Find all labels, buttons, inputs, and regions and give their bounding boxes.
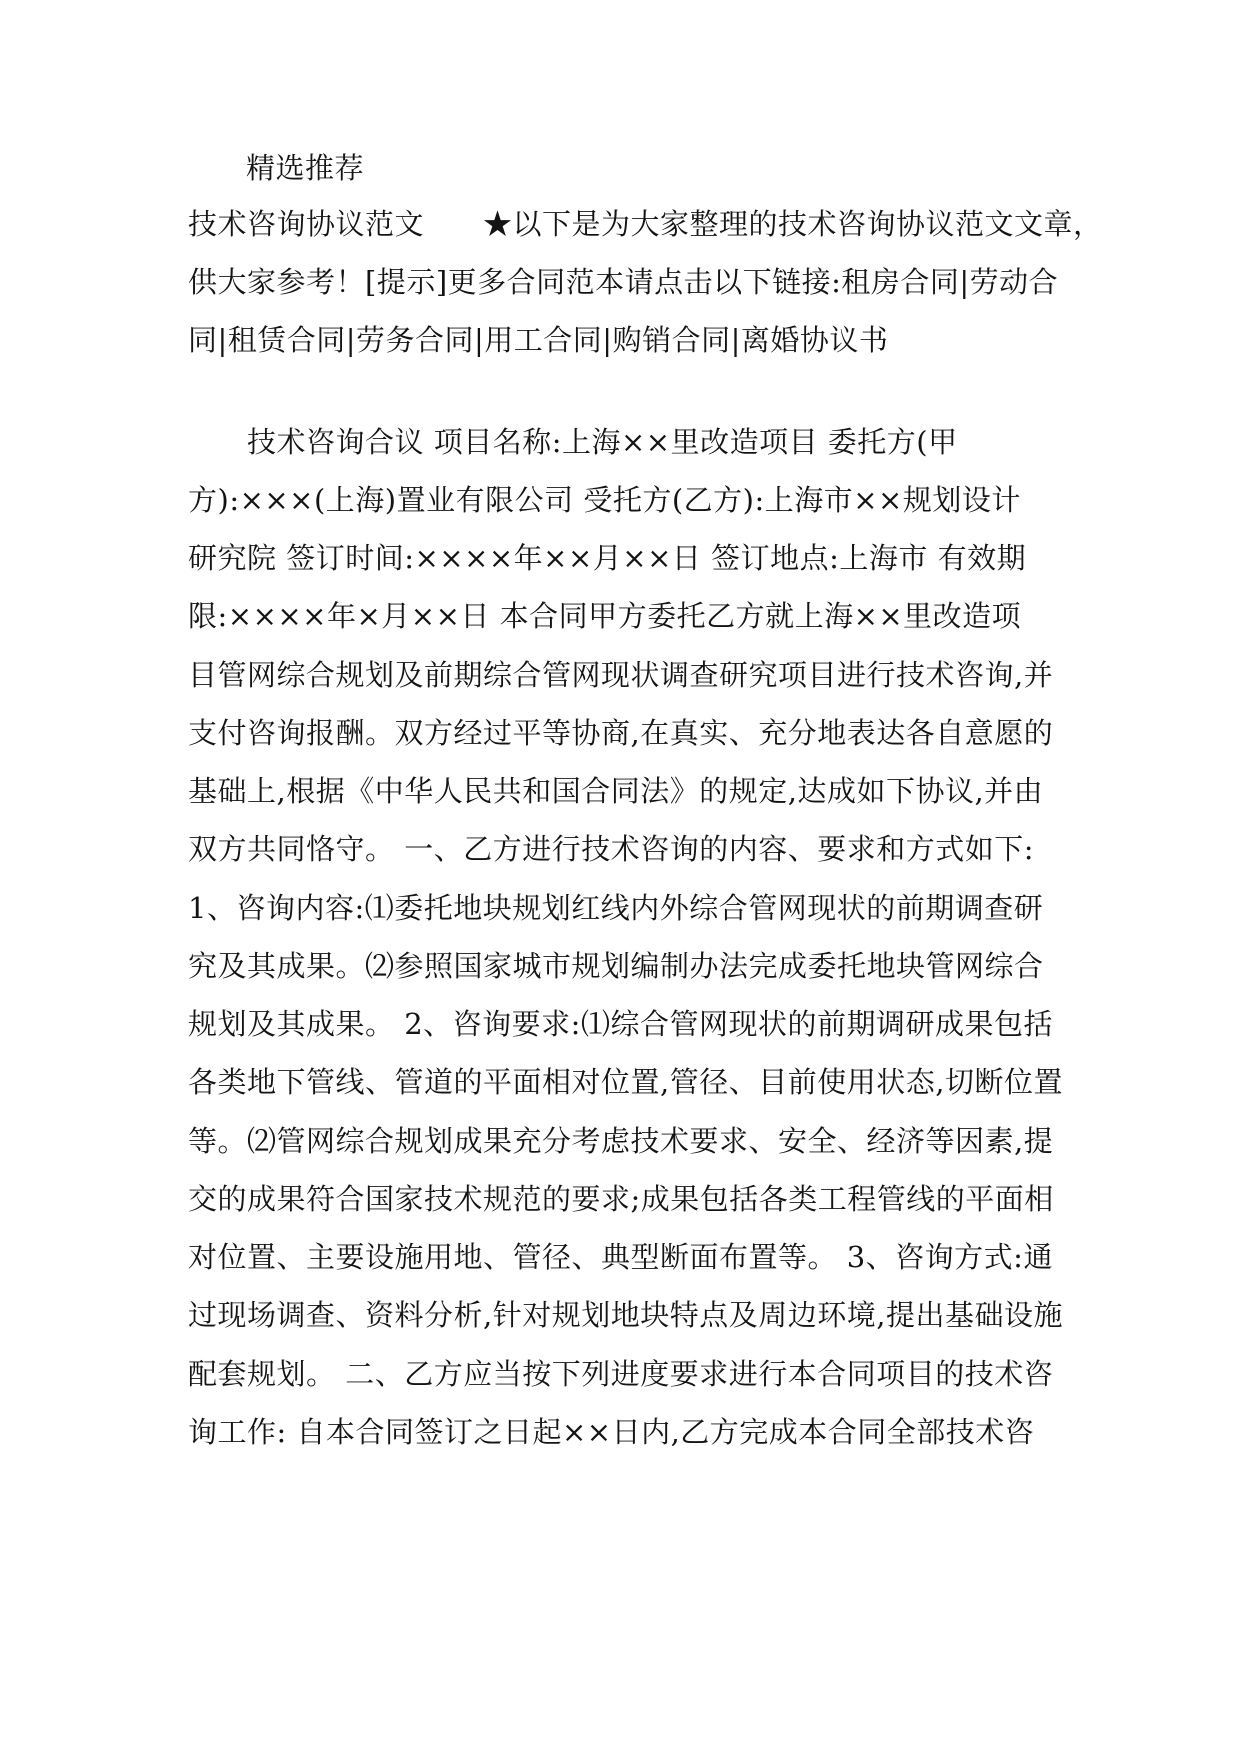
body-line-8: 目管网综合规划及前期综合管网现状调查研究项目进行技术咨询,并 xyxy=(188,658,1054,692)
body-line-12: 1、咨询内容:⑴委托地块规划红线内外综合管网现状的前期调查研 xyxy=(188,891,1044,925)
body-line-16: 等。⑵管网综合规划成果充分考虑技术要求、安全、经济等因素,提 xyxy=(188,1124,1054,1158)
body-line-17: 交的成果符合国家技术规范的要求;成果包括各类工程管线的平面相 xyxy=(188,1182,1054,1216)
document-heading: 精选推荐 xyxy=(246,151,365,185)
body-line-14: 规划及其成果。 2、咨询要求:⑴综合管网现状的前期调研成果包括 xyxy=(188,1007,1053,1041)
body-line-2: 供大家参考！[提示]更多合同范本请点击以下链接:租房合同|劳动合 xyxy=(188,265,1059,299)
body-line-7: 限:××××年×月××日 本合同甲方委托乙方就上海××里改造项 xyxy=(188,599,1022,633)
body-line-18: 对位置、主要设施用地、管径、典型断面布置等。 3、咨询方式:通 xyxy=(188,1240,1053,1274)
body-line-10: 基础上,根据《中华人民共和国合同法》的规定,达成如下协议,并由 xyxy=(188,774,1044,808)
body-line-1: 技术咨询协议范文 ★以下是为大家整理的技术咨询协议范文文章， xyxy=(188,207,1103,241)
body-line-13: 究及其成果。⑵参照国家城市规划编制办法完成委托地块管网综合 xyxy=(188,949,1044,983)
body-line-9: 支付咨询报酬。双方经过平等协商,在真实、充分地表达各自意愿的 xyxy=(188,716,1054,750)
body-line-5: 方):×××(上海)置业有限公司 受托方(乙方):上海市××规划设计 xyxy=(188,483,1021,517)
body-line-6: 研究院 签订时间:××××年××月××日 签订地点:上海市 有效期 xyxy=(188,541,1027,575)
body-line-21: 询工作: 自本合同签订之日起××日内,乙方完成本合同全部技术咨 xyxy=(188,1415,1035,1449)
body-line-20: 配套规划。 二、乙方应当按下列进度要求进行本合同项目的技术咨 xyxy=(188,1357,1054,1391)
body-line-4: 技术咨询合议 项目名称:上海××里改造项目 委托方(甲 xyxy=(188,425,958,459)
body-line-11: 双方共同恪守。 一、乙方进行技术咨询的内容、要求和方式如下: xyxy=(188,832,1034,866)
body-line-3: 同|租赁合同|劳务合同|用工合同|购销合同|离婚协议书 xyxy=(188,323,889,357)
body-line-19: 过现场调查、资料分析,针对规划地块特点及周边环境,提出基础设施 xyxy=(188,1298,1063,1332)
body-line-15: 各类地下管线、管道的平面相对位置,管径、目前使用状态,切断位置 xyxy=(188,1065,1063,1099)
